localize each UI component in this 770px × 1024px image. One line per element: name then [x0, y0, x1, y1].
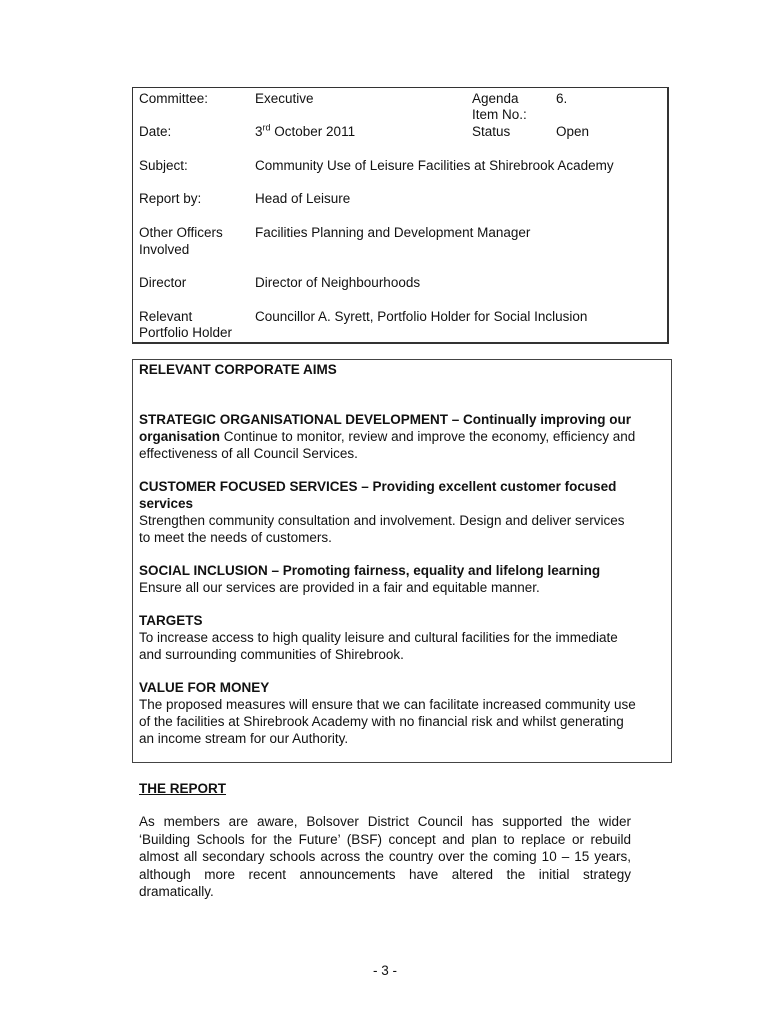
aim-value-text-2: of the facilities at Shirebrook Academy with no financial risk and whilst generating [139, 714, 624, 729]
agenda-item-value: 6. [556, 91, 568, 106]
aim-customer-heading-cont: services [139, 496, 194, 511]
status-value: Open [556, 124, 590, 139]
aim-social-text: Ensure all our services are provided in a fair and equitable manner. [139, 580, 540, 595]
aim-value-text-1: The proposed measures will ensure that we can facilitate increased community use [139, 697, 636, 712]
aim-social [139, 562, 664, 596]
aim-value [139, 679, 664, 747]
portfolio-label-line2: Portfolio Holder [139, 325, 233, 340]
committee-value: Executive [255, 91, 314, 106]
other-officers-label-line2: Involved [139, 242, 190, 257]
aim-targets-heading: TARGETS [139, 613, 203, 628]
page-number: - 3 - [372, 963, 397, 978]
aim-targets-text-1: To increase access to high quality leisure and cultural facilities for the immediate [139, 630, 618, 645]
aims-title-text: RELEVANT CORPORATE AIMS [139, 362, 337, 377]
other-officers-value: Facilities Planning and Development Manager [255, 225, 531, 240]
aim-strategic-text: Continue to monitor, review and improve the economy, efficiency and [220, 429, 636, 444]
aim-targets [139, 612, 664, 663]
committee-label: Committee: [139, 91, 209, 106]
agenda-label-line2: Item No.: [472, 107, 527, 122]
aim-customer-text-1: Strengthen community consultation and involvement. Design and deliver services [139, 513, 625, 528]
portfolio-label-line1: Relevant [139, 309, 193, 324]
aim-strategic-heading: STRATEGIC ORGANISATIONAL DEVELOPMENT – Continually improving our [139, 412, 632, 427]
aim-customer-text-2: to meet the needs of customers. [139, 530, 332, 545]
other-officers-label-line1: Other Officers [139, 225, 223, 240]
date-value [255, 123, 355, 140]
report-by-value: Head of Leisure [255, 191, 351, 206]
aim-value-heading: VALUE FOR MONEY [139, 680, 270, 695]
aim-social-heading: SOCIAL INCLUSION – Promoting fairness, equality and lifelong learning [139, 563, 601, 578]
aim-strategic-line2 [139, 428, 664, 445]
status-label: Status [472, 124, 511, 139]
aim-strategic-heading-cont: organisation [139, 429, 221, 444]
agenda-label-line1: Agenda [472, 91, 519, 106]
aim-value-text-3: an income stream for our Authority. [139, 731, 349, 746]
report-by-label: Report by: [139, 191, 202, 206]
director-label: Director [139, 275, 187, 290]
report-heading: THE REPORT [139, 781, 227, 796]
report-paragraph: As members are aware, Bolsover District Council has supported the wider ‘Building Schools for the Future’ (BSF) concept and plan to replace or rebuild almost all secondary schools across the country over the coming 10 – 15 years, although more recent announcements have altered the initial strategy dramatically. [139, 814, 631, 899]
portfolio-holder-value: Councillor A. Syrett, Portfolio Holder for Social Inclusion [255, 309, 588, 324]
date-rest: October 2011 [270, 124, 356, 139]
aim-strategic-text-line3: effectiveness of all Council Services. [139, 446, 358, 461]
aim-customer [139, 478, 664, 546]
aim-customer-heading: CUSTOMER FOCUSED SERVICES – Providing excellent customer focused [139, 479, 617, 494]
date-label: Date: [139, 124, 172, 139]
aims-title [139, 361, 664, 378]
subject-label: Subject: [139, 158, 188, 173]
aim-targets-text-2: and surrounding communities of Shirebrook. [139, 647, 404, 662]
aim-strategic [139, 411, 664, 462]
date-day: 3 [255, 124, 263, 139]
subject-value: Community Use of Leisure Facilities at Shirebrook Academy [255, 158, 614, 173]
date-suffix: rd [262, 122, 271, 133]
director-value: Director of Neighbourhoods [255, 275, 421, 290]
